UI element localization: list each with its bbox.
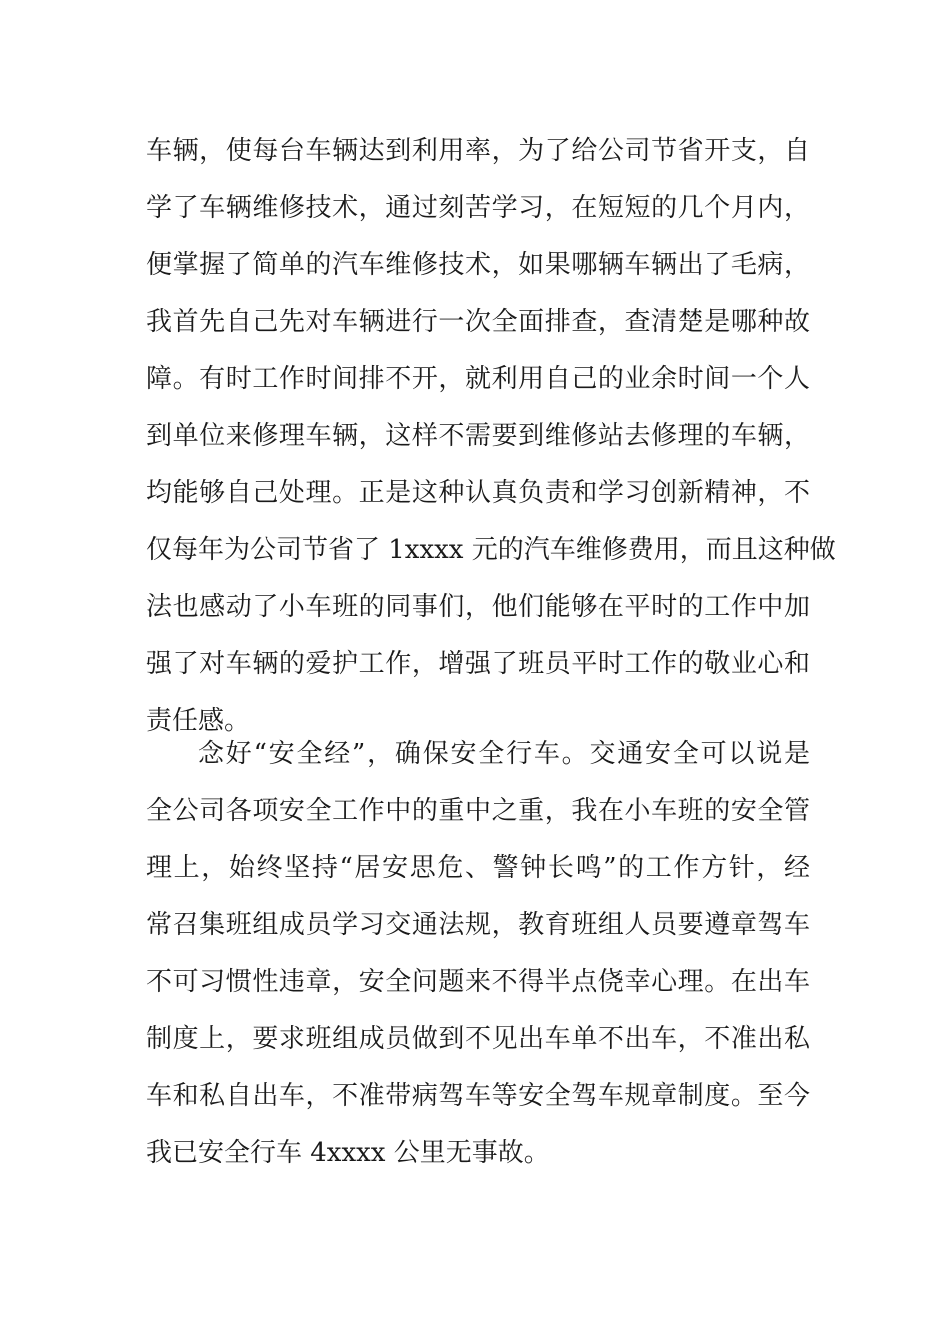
paragraph-1-line-6: 到单位来修理车辆，这样不需要到维修站去修理的车辆， [146, 421, 810, 451]
paragraph-2-line-1: 念好“安全经”，确保安全行车。交通安全可以说是 [198, 739, 810, 769]
paragraph-1-line-9: 法也感动了小车班的同事们，他们能够在平时的工作中加 [146, 592, 810, 622]
paragraph-1-line-10: 强了对车辆的爱护工作，增强了班员平时工作的敬业心和 [146, 649, 810, 679]
paragraph-1-line-4: 我首先自己先对车辆进行一次全面排查，查清楚是哪种故 [146, 307, 810, 337]
paragraph-2-line-7: 车和私自出车，不准带病驾车等安全驾车规章制度。至今 [146, 1081, 810, 1111]
paragraph-2-line-4: 常召集班组成员学习交通法规，教育班组人员要遵章驾车 [146, 910, 810, 940]
paragraph-1-line-5: 障。有时工作时间排不开，就利用自己的业余时间一个人 [146, 364, 810, 394]
paragraph-1-line-3: 便掌握了简单的汽车维修技术，如果哪辆车辆出了毛病， [146, 250, 810, 280]
paragraph-1-line-11: 责任感。 [146, 706, 251, 736]
paragraph-2-line-5: 不可习惯性违章，安全问题来不得半点侥幸心理。在出车 [146, 967, 810, 997]
paragraph-1-line-1: 车辆，使每台车辆达到利用率，为了给公司节省开支，自 [146, 136, 810, 166]
paragraph-1-line-7: 均能够自己处理。正是这种认真负责和学习创新精神，不 [146, 478, 810, 508]
paragraph-2-line-2: 全公司各项安全工作中的重中之重，我在小车班的安全管 [146, 796, 810, 826]
paragraph-2-line-6: 制度上，要求班组成员做到不见出车单不出车，不准出私 [146, 1024, 810, 1054]
paragraph-1-line-8: 仅每年为公司节省了 1xxxx 元的汽车维修费用，而且这种做 [146, 535, 836, 565]
paragraph-2-line-8: 我已安全行车 4xxxx 公里无事故。 [146, 1138, 550, 1168]
paragraph-1-line-2: 学了车辆维修技术，通过刻苦学习，在短短的几个月内， [146, 193, 810, 223]
paragraph-2-line-3: 理上，始终坚持“居安思危、警钟长鸣”的工作方针，经 [146, 853, 810, 883]
